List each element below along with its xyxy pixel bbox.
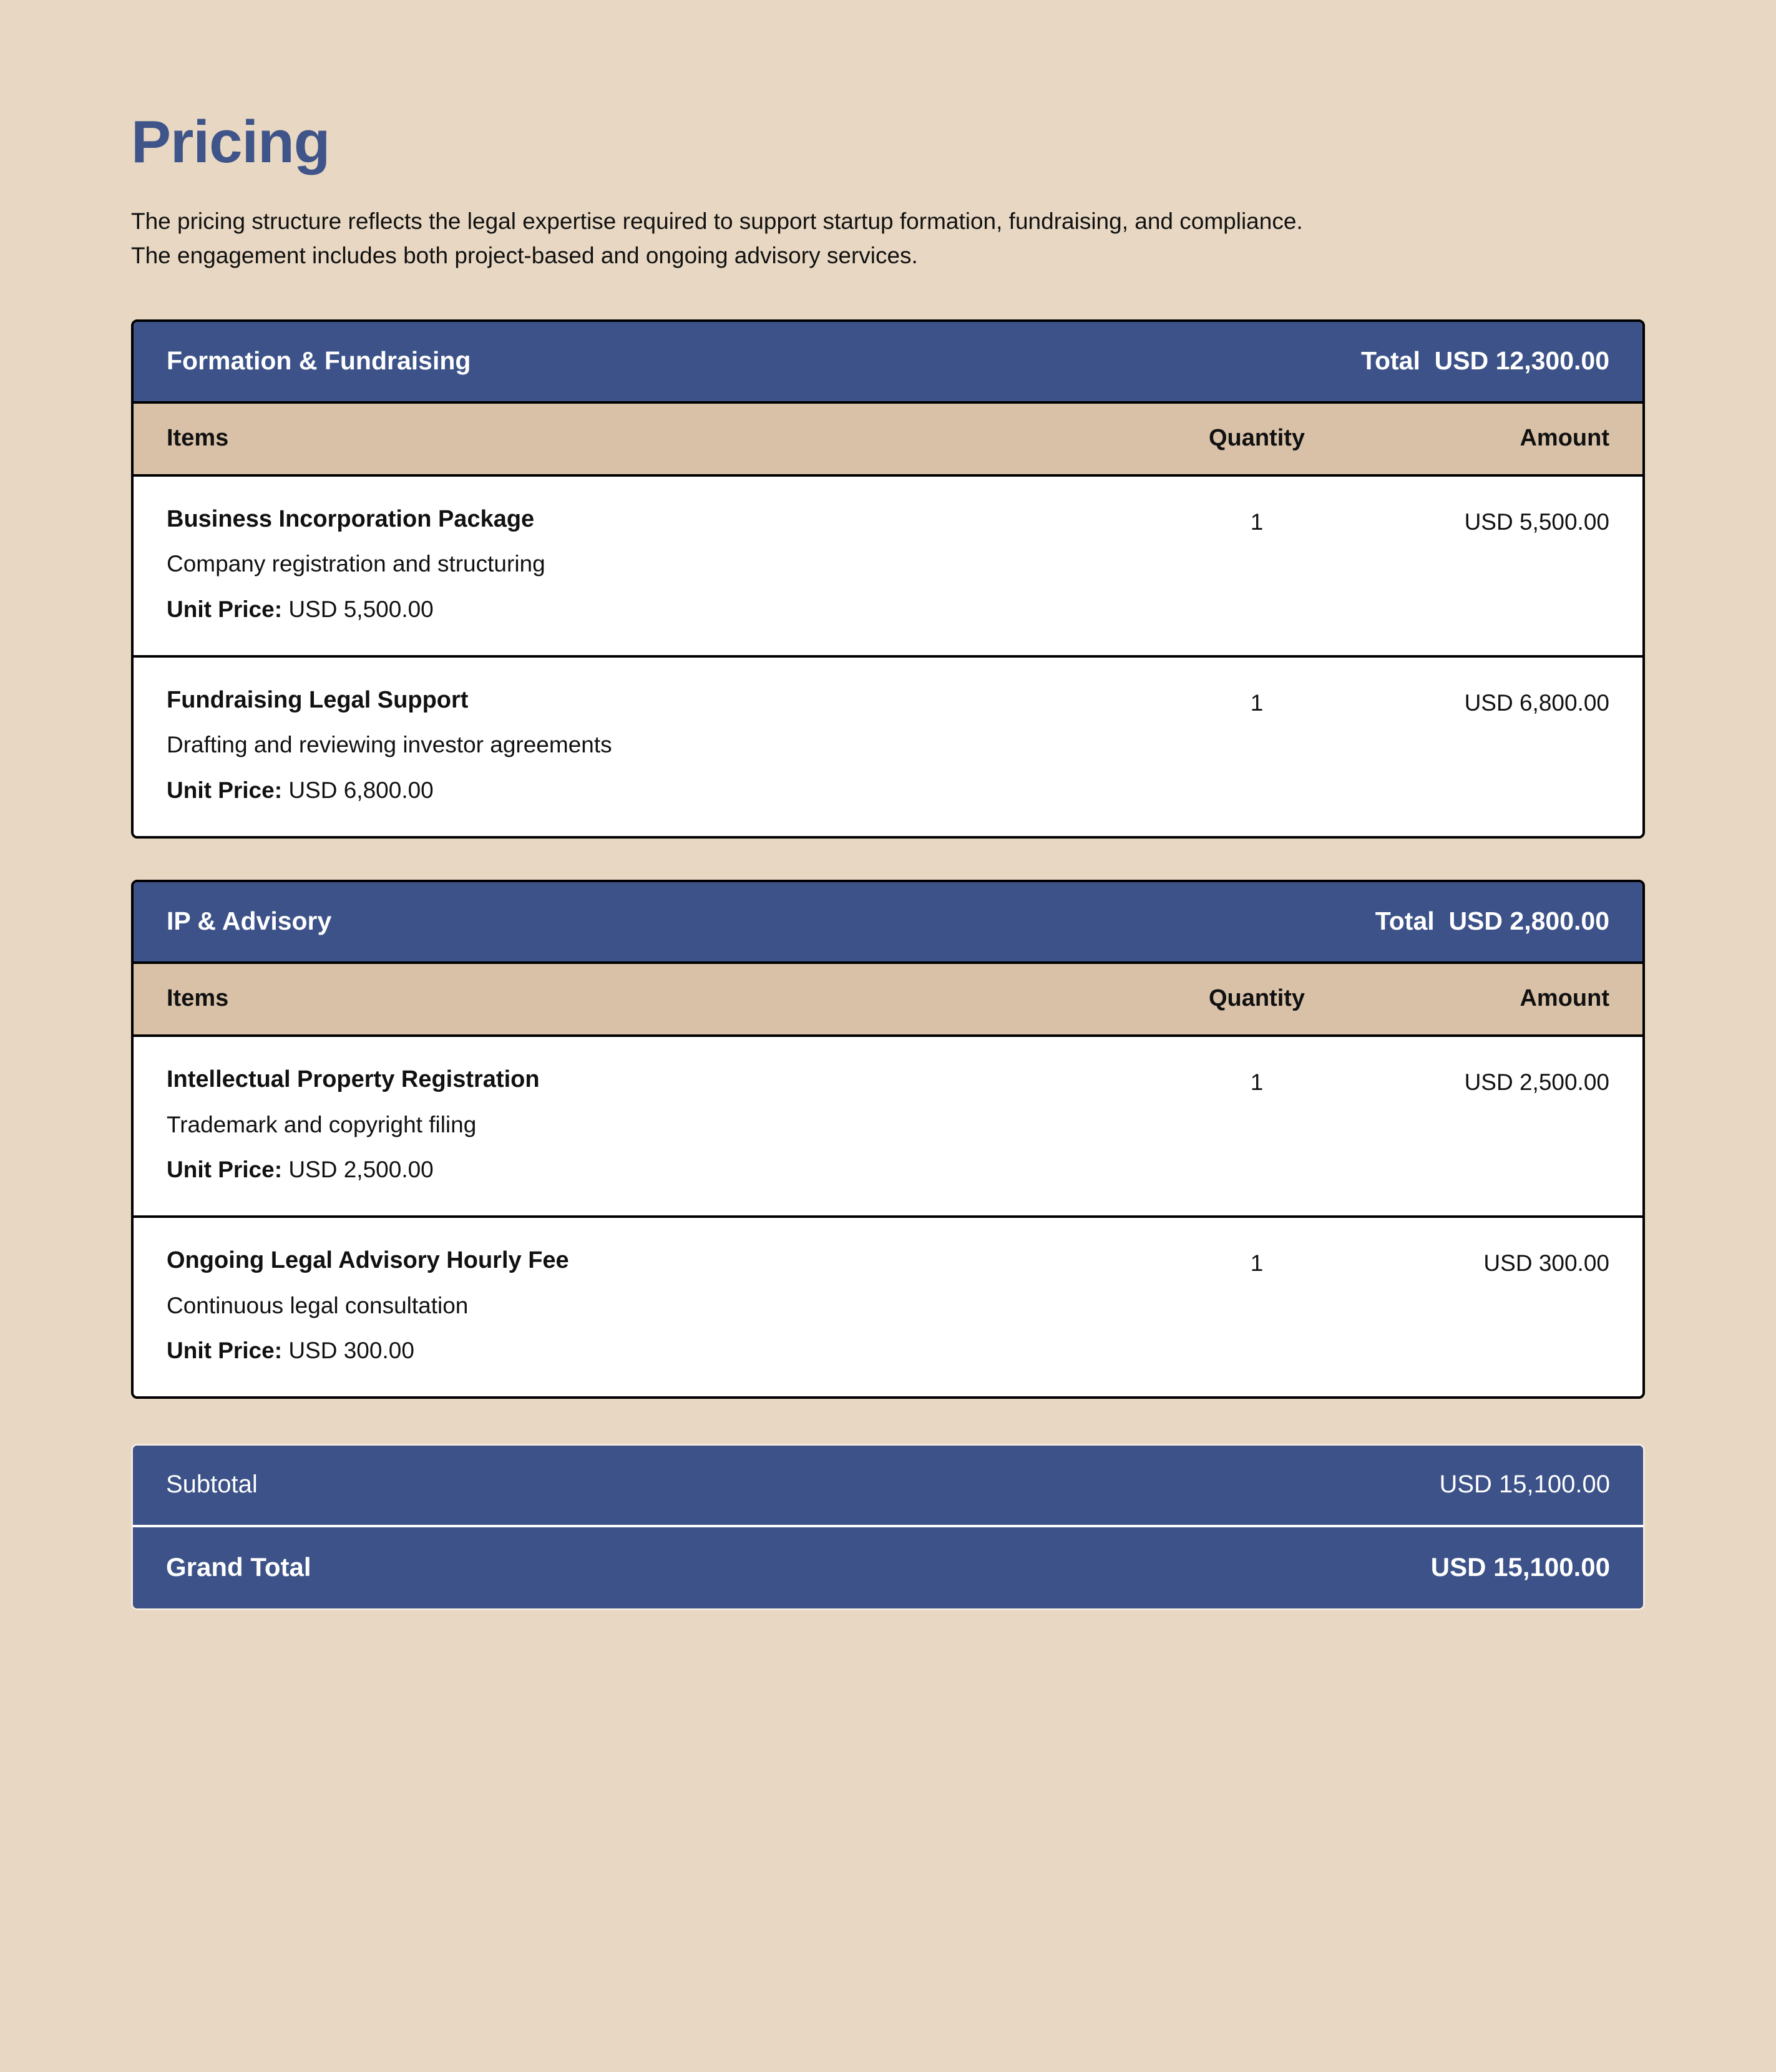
subtotal-row: [133, 1446, 1643, 1525]
group-total: Total USD 12,300.00: [1360, 346, 1609, 375]
column-header-quantity: Quantity: [1208, 424, 1305, 451]
totals-card: [131, 1444, 1645, 1610]
line-item-details: [167, 686, 1154, 805]
line-item-amount: USD 6,800.00: [1464, 689, 1609, 716]
unit-price-value: USD 6,800.00: [288, 777, 434, 803]
line-item-amount: USD 2,500.00: [1464, 1069, 1609, 1095]
line-item-description: Continuous legal consultation: [167, 1292, 469, 1318]
line-item-quantity: 1: [1250, 1069, 1264, 1095]
line-item-quantity: 1: [1250, 689, 1264, 716]
pricing-group-card: [131, 880, 1645, 1399]
line-item-quantity: 1: [1250, 1250, 1264, 1277]
grand-total-value: USD 15,100.00: [1430, 1552, 1610, 1582]
line-item-description: Company registration and structuring: [167, 551, 545, 577]
group-title: IP & Advisory: [167, 906, 332, 935]
line-item-description: Trademark and copyright filing: [167, 1111, 477, 1137]
line-item-unit-price: [167, 776, 1135, 805]
page-intro-line-1: The pricing structure reflects the legal expertise required to support startup formation, fundraising, and compliance.: [131, 208, 1303, 234]
grand-total-row: [133, 1525, 1643, 1608]
unit-price-label: Unit Price:: [167, 777, 283, 803]
column-header-items: Items: [167, 985, 229, 1011]
page-intro: [131, 204, 1647, 273]
line-item-unit-price: [167, 595, 1135, 624]
line-item-details: [167, 1066, 1154, 1184]
page-title: Pricing: [131, 109, 330, 175]
unit-price-label: Unit Price:: [167, 596, 283, 622]
table-row: [134, 1215, 1642, 1396]
line-item-name: Ongoing Legal Advisory Hourly Fee: [167, 1247, 569, 1274]
column-header-items: Items: [167, 424, 229, 451]
group-header: [134, 882, 1642, 961]
page-intro-line-2: The engagement includes both project-based and ongoing advisory services.: [131, 243, 918, 269]
line-item-unit-price: [167, 1336, 1135, 1365]
table-row: [134, 1034, 1642, 1215]
group-total: Total USD 2,800.00: [1375, 906, 1609, 935]
unit-price-value: USD 2,500.00: [288, 1156, 434, 1182]
line-item-amount: USD 5,500.00: [1464, 508, 1609, 535]
column-header-row: [134, 401, 1642, 474]
pricing-group-card: [131, 319, 1645, 839]
pricing-tables: [0, 319, 1776, 1610]
table-row: [134, 474, 1642, 655]
line-item-amount: USD 300.00: [1483, 1250, 1609, 1277]
page-header: [0, 0, 1776, 273]
line-item-name: Business Incorporation Package: [167, 505, 535, 532]
subtotal-label: Subtotal: [166, 1471, 258, 1499]
subtotal-value: USD 15,100.00: [1439, 1471, 1610, 1499]
line-item-name: Intellectual Property Registration: [167, 1066, 540, 1092]
line-item-unit-price: [167, 1155, 1135, 1184]
table-row: [134, 655, 1642, 836]
column-header-row: [134, 961, 1642, 1034]
group-header: [134, 322, 1642, 401]
unit-price-value: USD 300.00: [288, 1337, 414, 1363]
line-item-description: Drafting and reviewing investor agreements: [167, 732, 612, 758]
line-item-quantity: 1: [1250, 508, 1264, 535]
column-header-quantity: Quantity: [1208, 985, 1305, 1011]
unit-price-label: Unit Price:: [167, 1156, 283, 1182]
group-title: Formation & Fundraising: [167, 346, 471, 375]
unit-price-label: Unit Price:: [167, 1337, 283, 1363]
line-item-name: Fundraising Legal Support: [167, 686, 469, 713]
line-item-details: [167, 505, 1154, 624]
grand-total-label: Grand Total: [166, 1552, 311, 1582]
column-header-amount: Amount: [1520, 985, 1609, 1011]
unit-price-value: USD 5,500.00: [288, 596, 434, 622]
column-header-amount: Amount: [1520, 424, 1609, 451]
line-item-details: [167, 1247, 1154, 1365]
